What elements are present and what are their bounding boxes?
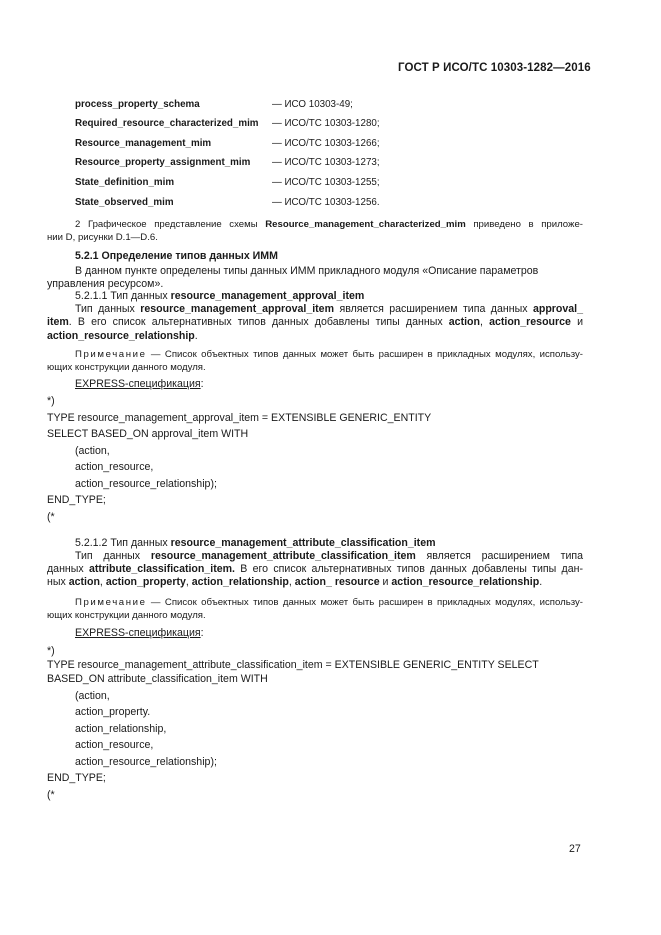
note-2-line-1: 2 Графическое представление схемы Resource_management_characterized_mim приведено в приложе- xyxy=(75,219,583,230)
subsection-2-line-2: данных attribute_classification_item. В его список альтернативных типов данных добавлены типы дан- xyxy=(47,563,583,575)
code-line: action_resource_relationship); xyxy=(75,756,217,768)
page-number: 27 xyxy=(569,843,581,855)
schema-ref: — ИСО 10303-49; xyxy=(272,99,353,110)
code-line: TYPE resource_management_attribute_classification_item = EXTENSIBLE GENERIC_ENTITY SELECT xyxy=(47,659,539,671)
schema-ref: — ИСО/ТС 10303-1255; xyxy=(272,177,380,188)
subsection-2-line-1: Тип данных resource_management_attribute_classification_item является расширением типа xyxy=(75,550,584,562)
code-line: action_relationship, xyxy=(75,723,167,735)
schema-name: process_property_schema xyxy=(75,99,200,110)
code-line: action_resource_relationship); xyxy=(75,478,217,490)
subsection-2-note-line-2: ющих конструкции данного модуля. xyxy=(47,610,206,621)
code-line: *) xyxy=(47,395,55,407)
code-line: action_property. xyxy=(75,706,151,718)
section-heading: 5.2.1 Определение типов данных ИММ xyxy=(75,250,278,262)
schema-ref: — ИСО/ТС 10303-1280; xyxy=(272,118,380,129)
schema-ref: — ИСО/ТС 10303-1256. xyxy=(272,197,380,208)
document-header: ГОСТ Р ИСО/ТС 10303-1282—2016 xyxy=(398,62,591,74)
code-line: BASED_ON attribute_classification_item WITH xyxy=(47,673,268,685)
code-line: TYPE resource_management_approval_item = EXTENSIBLE GENERIC_ENTITY xyxy=(47,412,432,424)
subsection-1-heading: 5.2.1.1 Тип данных resource_management_approval_item xyxy=(75,290,365,302)
code-line: END_TYPE; xyxy=(47,494,106,506)
subsection-2-line-3: ных action, action_property, action_relationship, action_ resource и action_resource_relationship. xyxy=(47,576,543,588)
code-line: END_TYPE; xyxy=(47,772,106,784)
schema-ref: — ИСО/ТС 10303-1266; xyxy=(272,138,380,149)
subsection-1-note-line-2: ющих конструкции данного модуля. xyxy=(47,362,206,373)
code-line: SELECT BASED_ON approval_item WITH xyxy=(47,428,249,440)
schema-name: Required_resource_characterized_mim xyxy=(75,118,259,129)
schema-name: State_observed_mim xyxy=(75,197,174,208)
section-paragraph-line-1: В данном пункте определены типы данных ИММ прикладного модуля «Описание параметров xyxy=(75,265,539,277)
section-paragraph-line-2: управления ресурсом». xyxy=(47,278,164,290)
note-2-line-2: нии D, рисунки D.1—D.6. xyxy=(47,232,158,243)
express-spec-label: EXPRESS-спецификация: xyxy=(75,627,204,639)
schema-ref: — ИСО/ТС 10303-1273; xyxy=(272,157,380,168)
subsection-1-line-2: item. В его список альтернативных типов данных добавлены типы данных action, action_resource и xyxy=(47,316,583,328)
subsection-1-line-1: Тип данных resource_management_approval_item является расширением типа данных approval_ xyxy=(75,303,584,315)
code-line: action_resource, xyxy=(75,461,154,473)
schema-name: State_definition_mim xyxy=(75,177,175,188)
code-line: action_resource, xyxy=(75,739,154,751)
code-line: (* xyxy=(47,511,55,523)
subsection-1-note-line-1: Примечание — Список объектных типов данных может быть расширен в прикладных модулях, использу- xyxy=(75,349,583,360)
schema-name: Resource_property_assignment_mim xyxy=(75,157,251,168)
schema-name: Resource_management_mim xyxy=(75,138,212,149)
code-line: *) xyxy=(47,645,55,657)
subsection-2-note-line-1: Примечание — Список объектных типов данных может быть расширен в прикладных модулях, использу- xyxy=(75,597,583,608)
express-spec-label: EXPRESS-спецификация: xyxy=(75,378,204,390)
code-line: (action, xyxy=(75,690,110,702)
subsection-2-heading: 5.2.1.2 Тип данных resource_management_attribute_classification_item xyxy=(75,537,436,549)
subsection-1-line-3: action_resource_relationship. xyxy=(47,330,198,342)
code-line: (* xyxy=(47,789,55,801)
code-line: (action, xyxy=(75,445,110,457)
